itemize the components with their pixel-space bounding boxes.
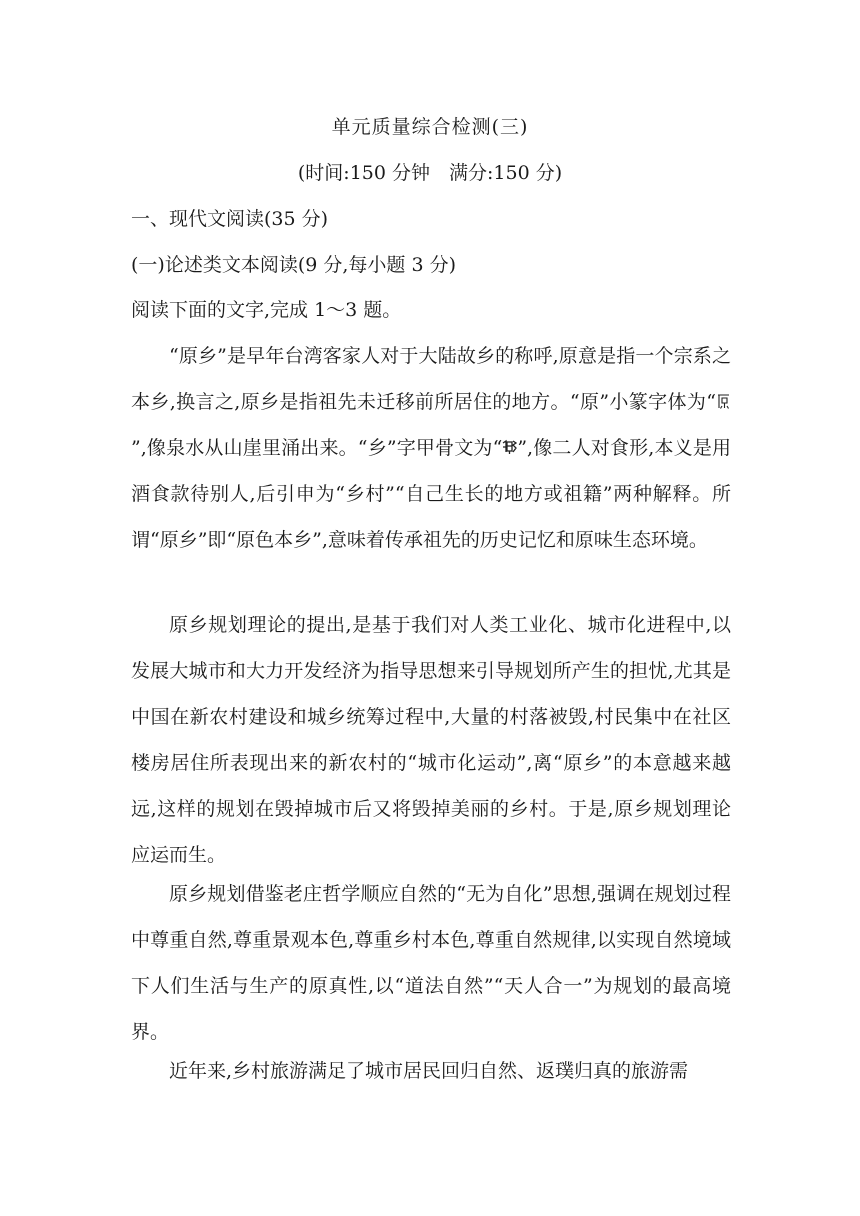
paragraph-text: ”,像泉水从山崖里涌出来。“乡”字甲骨文为“ bbox=[131, 437, 503, 459]
oracle-bone-xiang-icon bbox=[502, 439, 517, 456]
paragraph-text: ”,像二人对食形,本义是用酒食款待别人,后引申为“乡村”“自己生长的地方或祖籍”两种解释。所谓“原乡”即“原色本乡”,意味着传承祖先的历史记忆和原味生态环境。 bbox=[131, 437, 731, 551]
page-title: 单元质量综合检测(三) bbox=[331, 116, 529, 138]
seal-script-yuan-icon bbox=[716, 393, 731, 410]
paragraph-text: “原乡”是早年台湾客家人对于大陆故乡的称呼,原意是指一个宗系之本乡,换言之,原乡是指祖先未迁移前所居住的地方。“原”小篆字体为“ bbox=[131, 345, 731, 413]
passage-paragraph-4: 近年来,乡村旅游满足了城市居民回归自然、返璞归真的旅游需 bbox=[169, 1060, 689, 1082]
instruction-text: 阅读下面的文字,完成 1～3 题。 bbox=[131, 299, 402, 321]
passage-paragraph-3: 原乡规划借鉴老庄哲学顺应自然的“无为自化”思想,强调在规划过程中尊重自然,尊重景观本色,尊重乡村本色,尊重自然规律,以实现自然境域下人们生活与生产的原真性,以“道法自然”“天人合一”为规划的最高境界。 bbox=[131, 883, 731, 1043]
exam-info: (时间:150 分钟 满分:150 分) bbox=[297, 162, 563, 184]
passage-paragraph-2: 原乡规划理论的提出,是基于我们对人类工业化、城市化进程中,以发展大城市和大力开发经济为指导思想来引导规划所产生的担忧,尤其是中国在新农村建设和城乡统筹过程中,大量的村落被毁,村民集中在社区楼房居住所表现出来的新农村的“城市化运动”,离“原乡”的本意越来越远,这样的规划在毁掉城市后又将毁掉美丽的乡村。于是,原乡规划理论应运而生。 bbox=[131, 614, 731, 866]
passage-paragraph-1 bbox=[131, 333, 731, 563]
section-heading: 一、现代文阅读(35 分) bbox=[131, 208, 329, 230]
subsection-heading: (一)论述类文本阅读(9 分,每小题 3 分) bbox=[131, 254, 456, 276]
